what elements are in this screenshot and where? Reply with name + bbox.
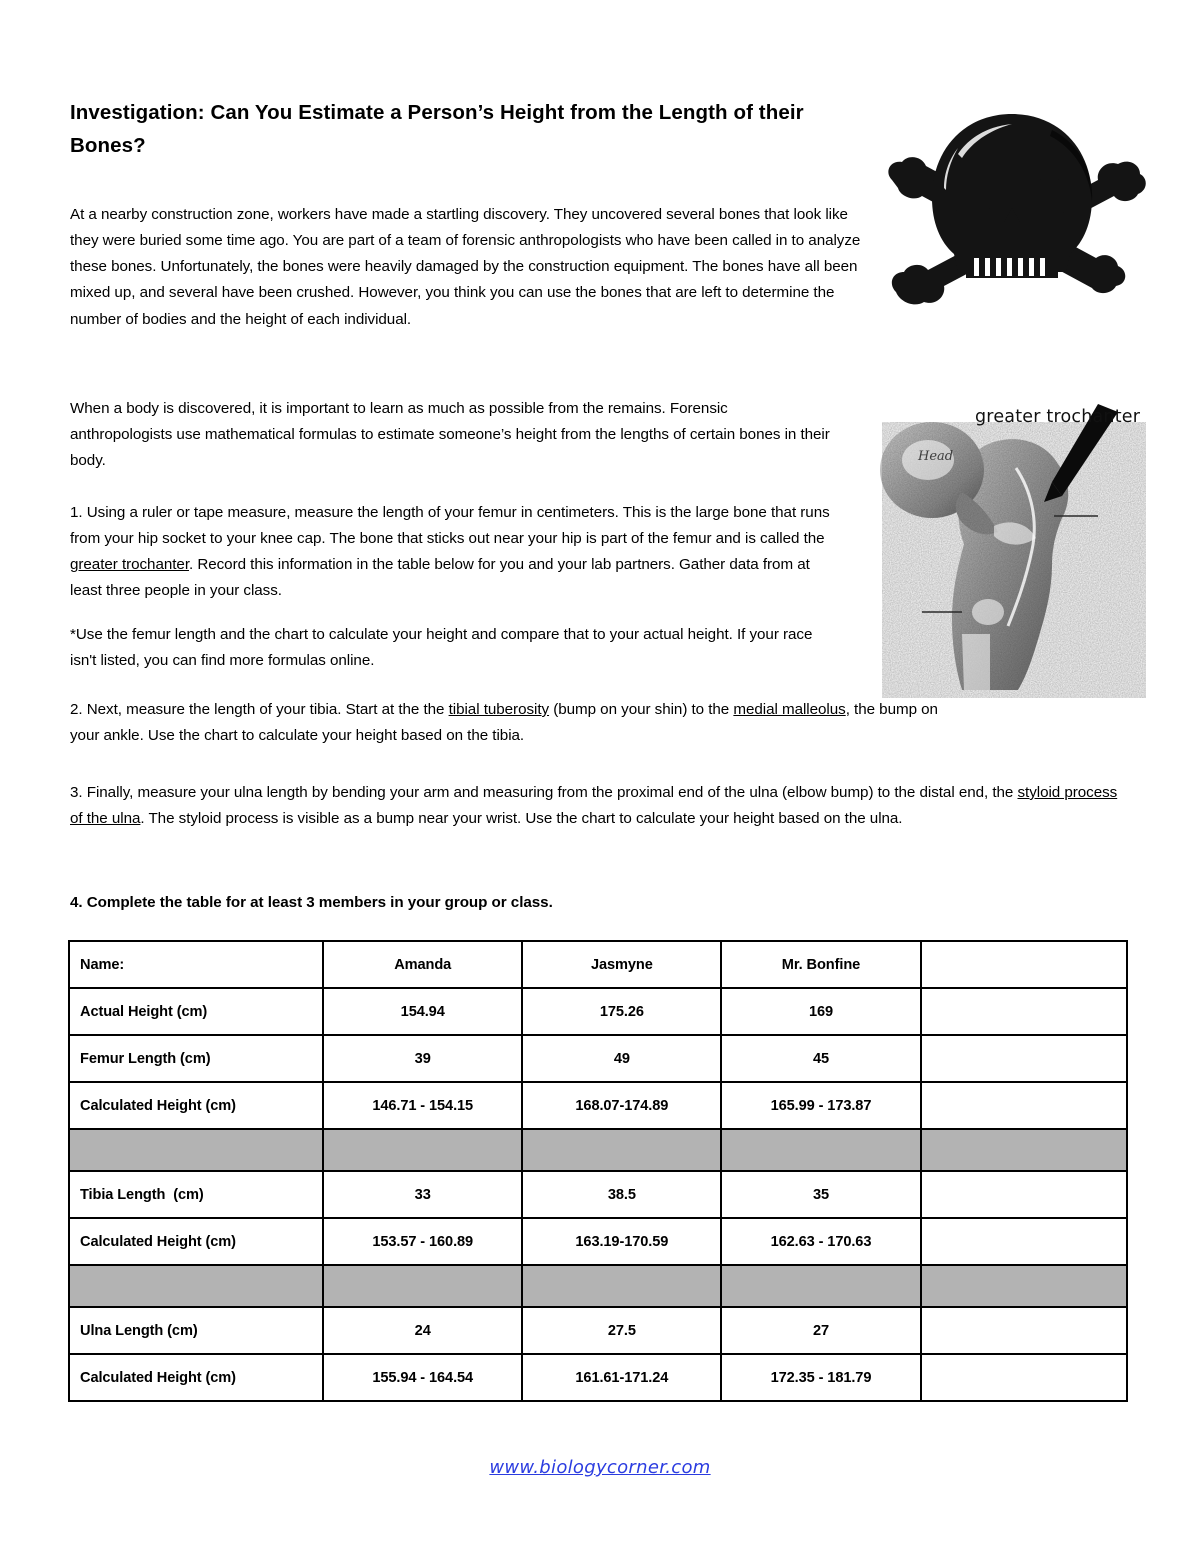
table-row (69, 941, 1127, 988)
table-cell[interactable]: Jasmyne (522, 941, 721, 988)
table-cell[interactable]: 175.26 (522, 988, 721, 1035)
step-2-text-part-2: (bump on your shin) to the (549, 701, 734, 718)
table-row (69, 1354, 1127, 1401)
table-cell[interactable] (721, 1129, 920, 1171)
table-cell[interactable] (522, 1129, 721, 1171)
table-cell[interactable] (323, 1265, 522, 1307)
table-cell[interactable]: 154.94 (323, 988, 522, 1035)
table-cell-empty[interactable] (921, 941, 1127, 988)
table-cell[interactable]: 146.71 - 154.15 (323, 1082, 522, 1129)
table-row-label: Calculated Height (cm) (69, 1354, 323, 1401)
table-cell[interactable]: 24 (323, 1307, 522, 1354)
table-row-label: Femur Length (cm) (69, 1035, 323, 1082)
skull-and-crossbones-icon (866, 96, 1158, 341)
table-cell[interactable]: 168.07-174.89 (522, 1082, 721, 1129)
intro-paragraph: At a nearby construction zone, workers have made a startling discovery. They uncovered several bones that look like they were buried some time ago. You are part of a team of forensic anthropologists who have been called in to analyze these bones. Unfortunately, the bones were heavily damaged by the construction equipment. The bones have all been mixed up, and several have been crushed. However, you think you can use the bones that are left to determine the number of bodies and the height of each individual. (70, 206, 861, 328)
table-cell[interactable]: 38.5 (522, 1171, 721, 1218)
table-cell[interactable]: 49 (522, 1035, 721, 1082)
table-cell-empty[interactable] (921, 988, 1127, 1035)
table-cell[interactable]: 172.35 - 181.79 (721, 1354, 920, 1401)
table-cell[interactable]: 155.94 - 164.54 (323, 1354, 522, 1401)
table-row-label: Calculated Height (cm) (69, 1218, 323, 1265)
table-cell[interactable]: 27 (721, 1307, 920, 1354)
table-cell[interactable]: Amanda (323, 941, 522, 988)
table-row-label: Name: (69, 941, 323, 988)
table-body (69, 941, 1127, 1401)
table-cell[interactable]: 161.61-171.24 (522, 1354, 721, 1401)
table-row (69, 1082, 1127, 1129)
note-paragraph: *Use the femur length and the chart to calculate your height and compare that to your actual height. If your race isn't listed, you can find more formulas online. (70, 626, 813, 670)
table-cell[interactable]: 169 (721, 988, 920, 1035)
table-cell-empty[interactable] (921, 1265, 1127, 1307)
table-cell[interactable]: Mr. Bonfine (721, 941, 920, 988)
step-3-paragraph (70, 780, 1130, 832)
step-1-text-part-1: 1. Using a ruler or tape measure, measure the length of your femur in centimeters. This is the large bone that runs from your hip socket to your knee cap. The bone that sticks out near your hip is part of the femur and is called the (70, 504, 830, 548)
table-cell-empty[interactable] (921, 1171, 1127, 1218)
table-row-label (69, 1265, 323, 1307)
step-2-paragraph (70, 697, 955, 749)
step-2-text-part-1: 2. Next, measure the length of your tibia. Start at the the (70, 701, 449, 718)
table-spacer-row (69, 1265, 1127, 1307)
step-1-text-part-2: . Record this information in the table below for you and your lab partners. Gather data from at least three people in your class. (70, 556, 810, 600)
table-row-label: Ulna Length (cm) (69, 1307, 323, 1354)
table-cell-empty[interactable] (921, 1035, 1127, 1082)
table-cell-empty[interactable] (921, 1218, 1127, 1265)
step-1-paragraph (70, 500, 835, 605)
biologycorner-link[interactable]: www.biologycorner.com (489, 1457, 711, 1478)
table-row (69, 988, 1127, 1035)
femur-bone-icon (866, 398, 1162, 698)
table-row (69, 1307, 1127, 1354)
table-cell[interactable] (323, 1129, 522, 1171)
table-cell[interactable]: 153.57 - 160.89 (323, 1218, 522, 1265)
table-row-label: Actual Height (cm) (69, 988, 323, 1035)
table-cell[interactable]: 165.99 - 173.87 (721, 1082, 920, 1129)
table-row-label: Tibia Length (cm) (69, 1171, 323, 1218)
table-cell[interactable]: 33 (323, 1171, 522, 1218)
table-row-label: Calculated Height (cm) (69, 1082, 323, 1129)
table-cell[interactable] (721, 1265, 920, 1307)
table-cell[interactable] (522, 1265, 721, 1307)
measurement-data-table (68, 940, 1128, 1402)
table-cell-empty[interactable] (921, 1082, 1127, 1129)
page-title: Investigation: Can You Estimate a Person’s Height from the Length of their Bones? (70, 101, 804, 158)
table-cell[interactable]: 162.63 - 170.63 (721, 1218, 920, 1265)
table-cell[interactable]: 39 (323, 1035, 522, 1082)
table-cell[interactable]: 35 (721, 1171, 920, 1218)
styloid-process-term: styloid process of the ulna (70, 784, 1118, 828)
table-cell[interactable]: 45 (721, 1035, 920, 1082)
body-paragraph: When a body is discovered, it is important to learn as much as possible from the remains. Forensic anthropologists use mathematical formulas to estimate someone’s height from the lengths of certain bones in their body. (70, 400, 830, 470)
step-3-text-part-1: 3. Finally, measure your ulna length by bending your arm and measuring from the proximal end of the ulna (elbow bump) to the distal end, the (70, 784, 1018, 801)
greater-trochanter-label: greater trochanter (975, 407, 1141, 427)
tibial-tuberosity-term: tibial tuberosity (448, 701, 550, 718)
step-4-paragraph: 4. Complete the table for at least 3 members in your group or class. (70, 894, 553, 911)
table-cell[interactable]: 27.5 (522, 1307, 721, 1354)
table-cell-empty[interactable] (921, 1307, 1127, 1354)
step-3-text-part-2: . The styloid process is visible as a bump near your wrist. Use the chart to calculate your height based on the ulna. (140, 810, 903, 828)
table-row (69, 1218, 1127, 1265)
table-row (69, 1035, 1127, 1082)
greater-trochanter-term: greater trochanter (70, 556, 189, 574)
table-cell-empty[interactable] (921, 1354, 1127, 1401)
medial-malleolus-term: medial malleolus (733, 701, 846, 718)
table-row (69, 1171, 1127, 1218)
svg-text:Head: Head (918, 449, 954, 464)
table-row-label (69, 1129, 323, 1171)
table-spacer-row (69, 1129, 1127, 1171)
table-cell-empty[interactable] (921, 1129, 1127, 1171)
step-2-text-part-3: , the bump on your ankle. Use the chart to calculate your height based on the tibia. (70, 701, 938, 745)
table-cell[interactable]: 163.19-170.59 (522, 1218, 721, 1265)
